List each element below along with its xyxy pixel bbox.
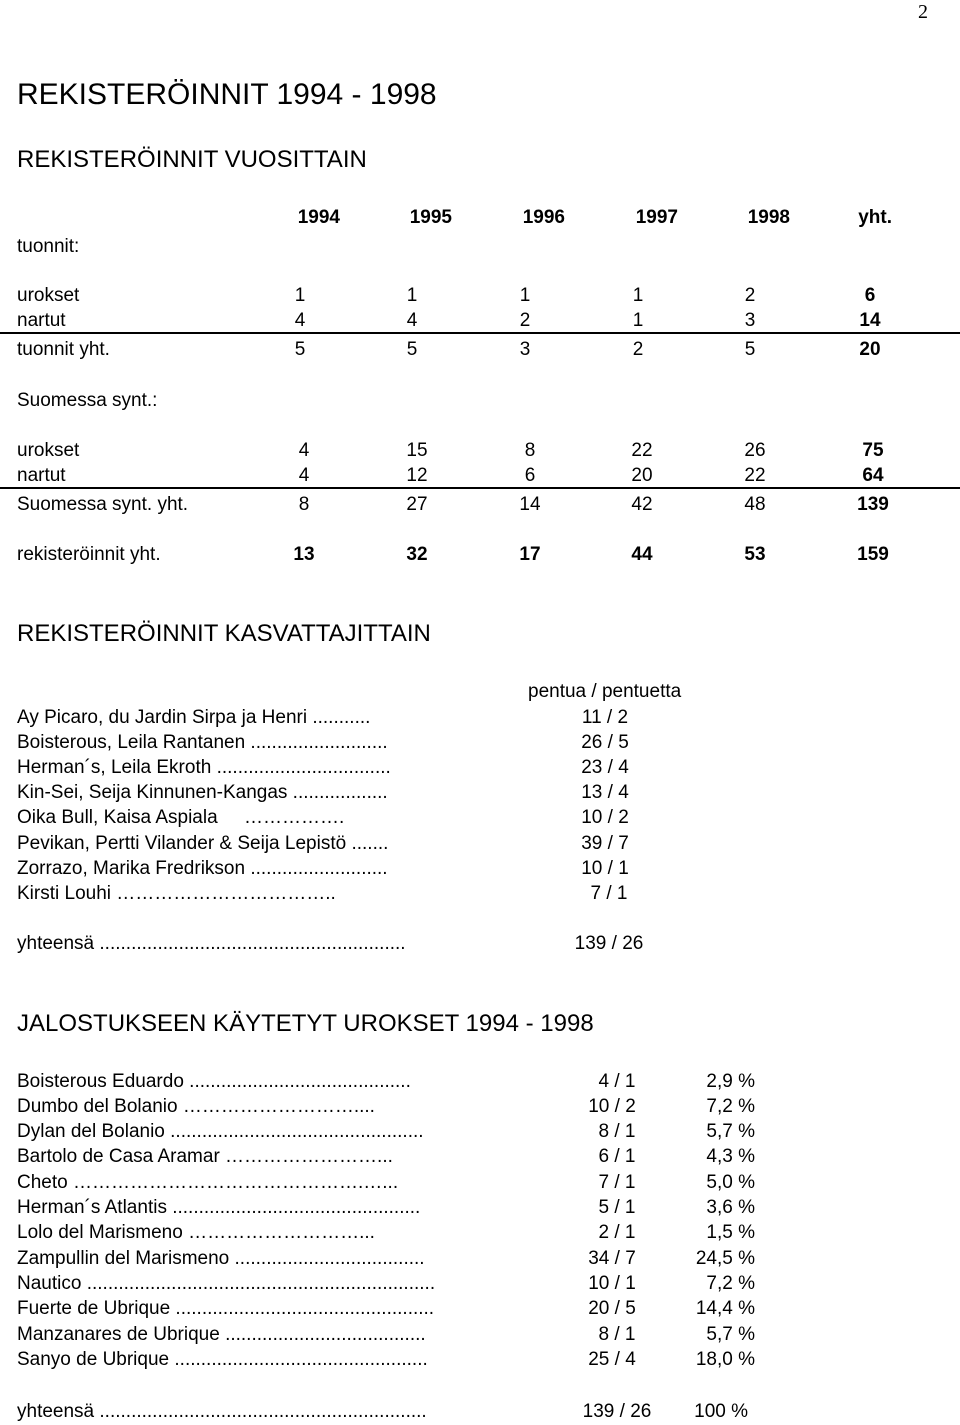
- breeder-name: Zorrazo, Marika Fredrikson ..........................: [17, 858, 388, 879]
- cell: 42: [631, 494, 653, 515]
- year-header: 1994: [297, 207, 340, 228]
- row-total: 139: [857, 494, 889, 515]
- cell: 20: [631, 465, 653, 486]
- row-total: 20: [859, 339, 881, 360]
- sire-percent: 24,5 %: [695, 1248, 755, 1269]
- sire-count: 4 / 1: [598, 1071, 636, 1092]
- section-heading-vuosittain: REKISTERÖINNIT VUOSITTAIN: [17, 146, 367, 173]
- cell: 13: [293, 544, 315, 565]
- cell: 44: [631, 544, 653, 565]
- year-header: 1998: [747, 207, 790, 228]
- sire-name: Sanyo de Ubrique ................................................: [17, 1349, 428, 1370]
- sire-percent: 7,2 %: [706, 1096, 755, 1117]
- breeder-value: 7 / 1: [590, 883, 628, 904]
- cell: 2: [744, 285, 756, 306]
- cell: 15: [406, 440, 428, 461]
- divider-rule: [0, 332, 960, 334]
- breeder-value: 13 / 4: [581, 782, 629, 803]
- sire-percent: 7,2 %: [706, 1273, 755, 1294]
- row-label: rekisteröinnit yht.: [17, 544, 161, 565]
- cell: 1: [632, 310, 644, 331]
- sire-name: Herman´s Atlantis ...............................................: [17, 1197, 421, 1218]
- row-label: nartut: [17, 310, 66, 331]
- breeder-value: 23 / 4: [581, 757, 629, 778]
- cell: 17: [519, 544, 541, 565]
- breeder-value: 10 / 2: [581, 807, 629, 828]
- sire-percent: 5,7 %: [706, 1121, 755, 1142]
- page-number: 2: [918, 1, 928, 23]
- cell: 4: [294, 310, 306, 331]
- cell: 5: [406, 339, 418, 360]
- row-label: nartut: [17, 465, 66, 486]
- total-label: yhteensä ..............................................................: [17, 1401, 427, 1422]
- sire-percent: 3,6 %: [706, 1197, 755, 1218]
- cell: 5: [294, 339, 306, 360]
- breeder-name: Kin-Sei, Seija Kinnunen-Kangas ..................: [17, 782, 388, 803]
- cell: 1: [294, 285, 306, 306]
- cell: 48: [744, 494, 766, 515]
- row-label: urokset: [17, 285, 80, 306]
- row-total: 159: [857, 544, 889, 565]
- breeder-name: Kirsti Louhi ……………………………..: [17, 883, 336, 904]
- cell: 4: [298, 440, 310, 461]
- year-header: 1997: [635, 207, 678, 228]
- cell: 32: [406, 544, 428, 565]
- sire-count: 10 / 1: [588, 1273, 636, 1294]
- total-label: yhteensä ..........................................................: [17, 933, 406, 954]
- sire-count: 2 / 1: [598, 1222, 636, 1243]
- breeder-name: Herman´s, Leila Ekroth .................................: [17, 757, 391, 778]
- sire-percent: 14,4 %: [695, 1298, 755, 1319]
- breeder-name: Ay Picaro, du Jardin Sirpa ja Henri ...........: [17, 707, 371, 728]
- sire-count: 8 / 1: [598, 1324, 636, 1345]
- sire-percent: 5,7 %: [706, 1324, 755, 1345]
- cell: 1: [632, 285, 644, 306]
- total-count: 139 / 26: [582, 1401, 652, 1422]
- year-header: 1996: [522, 207, 565, 228]
- cell: 8: [524, 440, 536, 461]
- sire-name: Dylan del Bolanio ................................................: [17, 1121, 424, 1142]
- year-header: 1995: [409, 207, 452, 228]
- sire-count: 6 / 1: [598, 1146, 636, 1167]
- cell: 5: [744, 339, 756, 360]
- sire-name: Fuerte de Ubrique .................................................: [17, 1298, 435, 1319]
- section-heading-kasvattajittain: REKISTERÖINNIT KASVATTAJITTAIN: [17, 620, 431, 647]
- sire-name: Zampullin del Marismeno ....................................: [17, 1248, 425, 1269]
- cell: 4: [406, 310, 418, 331]
- cell: 22: [744, 465, 766, 486]
- sire-name: Bartolo de Casa Aramar ……………………...: [17, 1146, 393, 1167]
- row-label: urokset: [17, 440, 80, 461]
- sire-count: 10 / 2: [588, 1096, 636, 1117]
- sire-percent: 2,9 %: [706, 1071, 755, 1092]
- sire-name: Boisterous Eduardo ..........................................: [17, 1071, 411, 1092]
- sire-count: 20 / 5: [588, 1298, 636, 1319]
- sire-count: 34 / 7: [588, 1248, 636, 1269]
- cell: 12: [406, 465, 428, 486]
- row-total: 64: [862, 465, 884, 486]
- breeder-name: Pevikan, Pertti Vilander & Seija Lepistö .......: [17, 833, 389, 854]
- row-total: 6: [864, 285, 876, 306]
- cell: 3: [519, 339, 531, 360]
- sire-name: Manzanares de Ubrique ......................................: [17, 1324, 426, 1345]
- sire-name: Cheto ……………………………………….…...: [17, 1172, 399, 1193]
- sire-percent: 5,0 %: [706, 1172, 755, 1193]
- breeder-name: Oika Bull, Kaisa Aspiala …………….: [17, 807, 345, 828]
- sire-count: 7 / 1: [598, 1172, 636, 1193]
- total-value: 139 / 26: [574, 933, 644, 954]
- cell: 14: [519, 494, 541, 515]
- sire-count: 25 / 4: [588, 1349, 636, 1370]
- row-label: Suomessa synt. yht.: [17, 494, 189, 515]
- breeder-value: 10 / 1: [581, 858, 629, 879]
- section-heading-urokset: JALOSTUKSEEN KÄYTETYT UROKSET 1994 - 1998: [17, 1010, 594, 1037]
- page-title: REKISTERÖINNIT 1994 - 1998: [17, 78, 437, 111]
- sire-name: Lolo del Marismeno ………………………...: [17, 1222, 375, 1243]
- cell: 2: [632, 339, 644, 360]
- sire-name: Nautico ..................................................................: [17, 1273, 436, 1294]
- breeder-value: 11 / 2: [581, 707, 629, 728]
- cell: 4: [298, 465, 310, 486]
- total-percent: 100 %: [694, 1401, 748, 1422]
- cell: 27: [406, 494, 428, 515]
- cell: 2: [519, 310, 531, 331]
- sire-percent: 4,3 %: [706, 1146, 755, 1167]
- cell: 26: [744, 440, 766, 461]
- tuonnit-label: tuonnit:: [17, 236, 80, 257]
- cell: 3: [744, 310, 756, 331]
- breeder-value: 26 / 5: [581, 732, 629, 753]
- breeder-value: 39 / 7: [581, 833, 629, 854]
- total-header: yht.: [858, 207, 892, 228]
- cell: 1: [406, 285, 418, 306]
- breeder-name: Boisterous, Leila Rantanen ..........................: [17, 732, 388, 753]
- cell: 6: [524, 465, 536, 486]
- row-total: 75: [862, 440, 884, 461]
- cell: 22: [631, 440, 653, 461]
- cell: 1: [519, 285, 531, 306]
- sire-name: Dumbo del Bolanio ………………………....: [17, 1096, 375, 1117]
- divider-rule: [0, 487, 960, 489]
- sire-count: 5 / 1: [598, 1197, 636, 1218]
- cell: 53: [744, 544, 766, 565]
- column-header: pentua / pentuetta: [528, 681, 682, 702]
- sire-count: 8 / 1: [598, 1121, 636, 1142]
- suomessa-label: Suomessa synt.:: [17, 390, 158, 411]
- row-total: 14: [859, 310, 881, 331]
- row-label: tuonnit yht.: [17, 339, 110, 360]
- sire-percent: 1,5 %: [706, 1222, 755, 1243]
- sire-percent: 18,0 %: [695, 1349, 755, 1370]
- cell: 8: [298, 494, 310, 515]
